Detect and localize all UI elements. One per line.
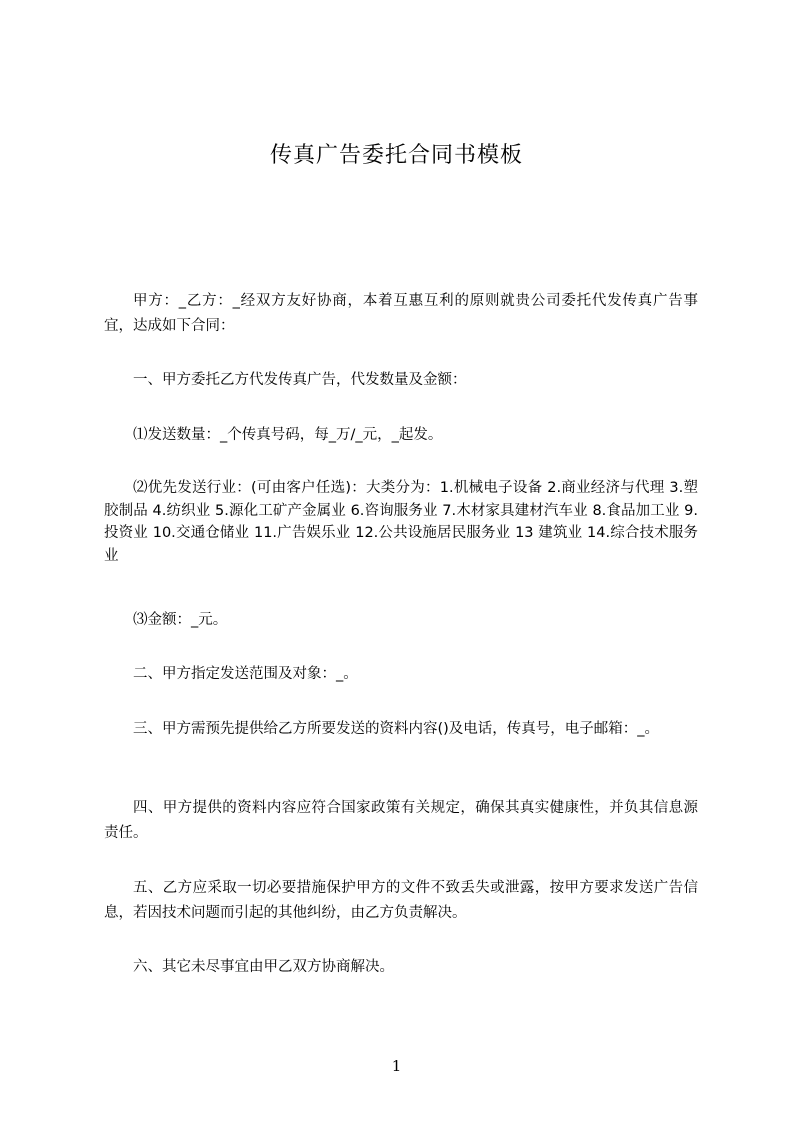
paragraph-item-3: ⑶金额：_元。 — [133, 612, 228, 628]
paragraph-item-1: ⑴发送数量：_个传真号码，每_万/_元，_起发。 — [133, 427, 443, 443]
paragraph-clause-1: 一、甲方委托乙方代发传真广告，代发数量及金额： — [133, 372, 467, 388]
paragraph-clause-6: 六、其它未尽事宜由甲乙双方协商解决。 — [133, 959, 394, 975]
document-title: 传真广告委托合同书模板 — [269, 143, 523, 168]
paragraph-preamble: 甲方：_乙方：_经双方友好协商，本着互惠互利的原则就贵公司委托代发传真广告事宜，达成如下合同： — [104, 293, 698, 334]
paragraph-item-2: ⑵优先发送行业：(可由客户任选)：大类分为：1.机械电子设备 2.商业经济与代理 3.塑胶制品 4.纺织业 5.源化工矿产金属业 6.咨询服务业 7.木材家具建材汽车业 8.食品加工业 9.投资业 10.交通仓储业 11.广告娱乐业 12.公共设施居民服务业 13 建筑业 14.综合技术服务业 — [104, 480, 698, 564]
page-number: 1 — [391, 1057, 402, 1075]
paragraph-clause-3: 三、甲方需预先提供给乙方所要发送的资料内容()及电话，传真号，电子邮箱：_。 — [133, 721, 660, 737]
paragraph-clause-2: 二、甲方指定发送范围及对象：_。 — [133, 666, 358, 682]
paragraph-clause-4: 四、甲方提供的资料内容应符合国家政策有关规定，确保其真实健康性，并负其信息源责任。 — [104, 800, 698, 841]
paragraph-clause-5: 五、乙方应采取一切必要措施保护甲方的文件不致丢失或泄露，按甲方要求发送广告信息，若因技术问题而引起的其他纠纷，由乙方负责解决。 — [104, 880, 698, 921]
